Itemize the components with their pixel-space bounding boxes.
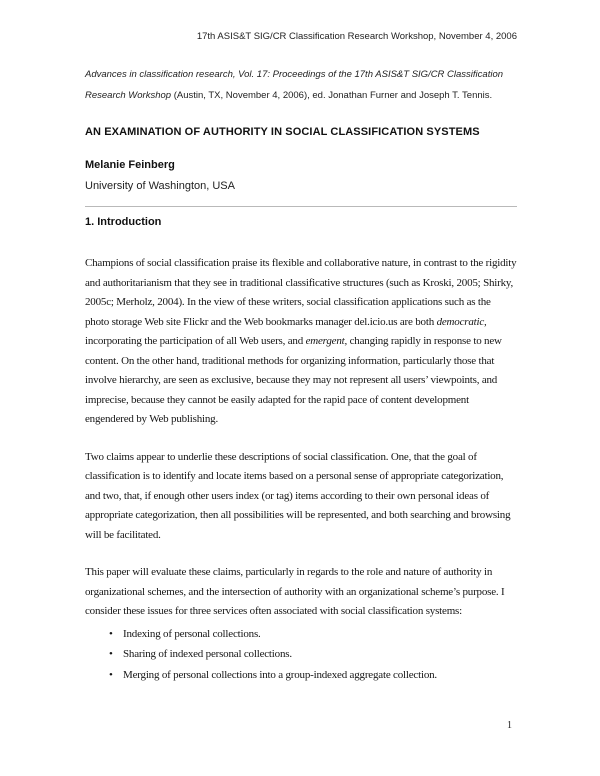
author-affiliation: University of Washington, USA [85,180,235,192]
paragraph-3: This paper will evaluate these claims, particularly in regards to the role and nature of authority in organizational schemes, and the intersection of authority with an organizational scheme’s purpose. I consider these issues for three services often associated with social classification systems: [85,566,505,617]
paragraph-1-text: incorporating the participation of all Web users, and [85,335,306,347]
running-header: 17th ASIS&T SIG/CR Classification Research Workshop, November 4, 2006 [196,31,517,42]
section-heading-introduction: 1. Introduction [85,216,162,228]
list-item: • Merging of personal collections into a group-indexed aggregate collection. [85,665,517,686]
paragraph-1-text: changing rapidly in response to new content. On the other hand, traditional methods for organizing information, particularly those that involve hierarchy, are seen as exclusive, because they may not represent all users’ viewpoints, and imprecise, because they cannot be easily adapted for the rapid pace of content development engendered by Web publishing. [85,335,502,425]
citation-block [85,65,517,106]
paragraph-1-text: Champions of social classification praise its flexible and collaborative nature, in contrast to the rigidity and authoritarianism that they see in traditional classificative structures (such as Kroski, 2005; Shirky, 2005c; Merholz, 2004). In the view of these writers, social classification applications such as the photo storage Web site Flickr and the Web bookmarks manager del.icio.us are both [85,257,517,328]
bullet-list [85,624,517,686]
page-number: 1 [507,720,512,731]
paragraph-1-italic-emergent: emergent, [305,335,348,347]
paragraph-1-italic-democratic: democratic, [436,315,487,328]
divider-rule [85,206,517,207]
citation-proceedings-title: Advances in classification research, Vol. 17: Proceedings of the 17th ASIS&T SIG/CR Classification Research Workshop [85,69,504,101]
list-item: • Indexing of personal collections. [85,624,517,645]
paragraph-2: Two claims appear to underlie these descriptions of social classification. One, that the goal of classification is to identify and locate items based on a personal sense of appropriate categorization, and two, that, if enough other users index (or tag) items according to their own personal ideas of appropriate categorization, then all possibilities will be represented, and both searching and browsing will be facilitated. [85,450,511,541]
paper-title: AN EXAMINATION OF AUTHORITY IN SOCIAL CLASSIFICATION SYSTEMS [85,126,480,138]
author-name: Melanie Feinberg [85,159,175,171]
list-item: • Sharing of indexed personal collections. [85,644,517,665]
page-content [85,30,517,685]
paragraph-1 [85,254,517,430]
citation-details: (Austin, TX, November 4, 2006), ed. Jonathan Furner and Joseph T. Tennis. [171,89,493,101]
